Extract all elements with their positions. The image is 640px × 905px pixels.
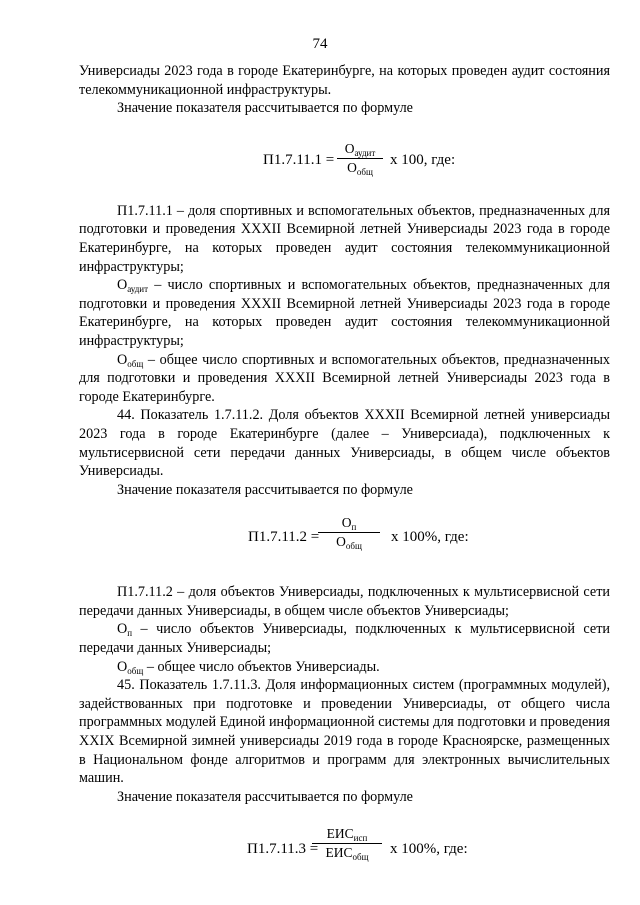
formula-2-rhs: х 100%, где: [391, 529, 469, 546]
formula-3 [79, 806, 610, 886]
formula-caption-2: Значение показателя рассчитывается по формуле [117, 481, 413, 498]
formula-1-numerator: $О_{аудит}$ [344, 140, 376, 158]
formula-caption-3: Значение показателя рассчитывается по формуле [117, 788, 413, 805]
formula-3-denominator: $ЕИС_{общ}$ [325, 845, 369, 863]
formula-1 [79, 118, 610, 202]
definition-1-3: $О_{общ}$ – общее число спортивных и вспомогательных объектов, предназначенных для подготовки и проведения XXXII Всемирной летней Универсиады 2023 года в городе Екатеринбурге. [79, 351, 610, 405]
paragraph-44: 44. Показатель 1.7.11.2. Доля объектов XXXII Всемирной летней универсиады 2023 года в городе Екатеринбурге (далее – Универсиада), подключенных к мультисервисной сети передачи данных Универсиады, в общем числе объектов Универсиады. [79, 407, 610, 480]
formula-3-numerator: $ЕИС_{исп}$ [326, 826, 368, 844]
formula-2-lhs: П1.7.11.2 = [248, 529, 320, 546]
document-body [79, 62, 610, 886]
formula-1-fraction [337, 141, 383, 176]
formula-1-lhs: П1.7.11.1 = [263, 151, 335, 168]
fraction-bar [312, 843, 382, 844]
fraction-bar [337, 158, 383, 159]
formula-caption-1: Значение показателя рассчитывается по формуле [117, 100, 413, 117]
formula-1-denominator: $О_{общ}$ [347, 159, 373, 177]
definition-2-3: $О_{общ}$ – общее число объектов Универсиады. [117, 658, 380, 676]
definition-1-2: $О_{аудит}$ – число спортивных и вспомогательных объектов, предназначенных для подготовки и проведения XXXII Всемирной летней Универсиады 2023 года в городе Екатеринбурге, на которых проведен аудит состояния телекоммуникационной инфраструктуры; [79, 277, 610, 349]
paragraph-45: 45. Показатель 1.7.11.3. Доля информационных систем (программных модулей), задействованных при подготовке и проведении Универсиады, от общего числа программных модулей Единой информационной системы для подготовки и проведения XXIX Всемирной зимней универсиады 2019 года в городе Красноярске, размещенных в Национальном фонде алгоритмов и программ для электронных вычислительных машин. [79, 677, 610, 787]
fraction-bar [318, 532, 380, 533]
formula-3-fraction [312, 826, 382, 861]
formula-2-denominator: $О_{общ}$ [336, 534, 362, 552]
formula-2 [79, 499, 610, 583]
formula-2-fraction [318, 515, 380, 550]
page-number: 74 [312, 36, 328, 52]
intro-paragraph: Универсиады 2023 года в городе Екатеринбурге, на которых проведен аудит состояния телекоммуникационной инфраструктуры. [79, 63, 610, 98]
formula-3-rhs: х 100%, где: [390, 841, 468, 858]
definition-1-1: П1.7.11.1 – доля спортивных и вспомогательных объектов, предназначенных для подготовки и проведения XXXII Всемирной летней Универсиады 2023 года в городе Екатеринбурге, на которых проведен аудит состояния телекоммуникационной инфраструктуры; [79, 202, 610, 275]
formula-3-lhs: П1.7.11.3 = [247, 841, 319, 858]
definition-2-2: $О_п$ – число объектов Универсиады, подключенных к мультисервисной сети передачи данных Универсиады; [79, 621, 610, 657]
definition-2-1: П1.7.11.2 – доля объектов Универсиады, подключенных к мультисервисной сети передачи данных Универсиады, в общем числе объектов Универсиады; [79, 584, 610, 619]
formula-2-numerator: $О_п$ [341, 515, 357, 533]
formula-1-rhs: х 100, где: [390, 151, 456, 168]
